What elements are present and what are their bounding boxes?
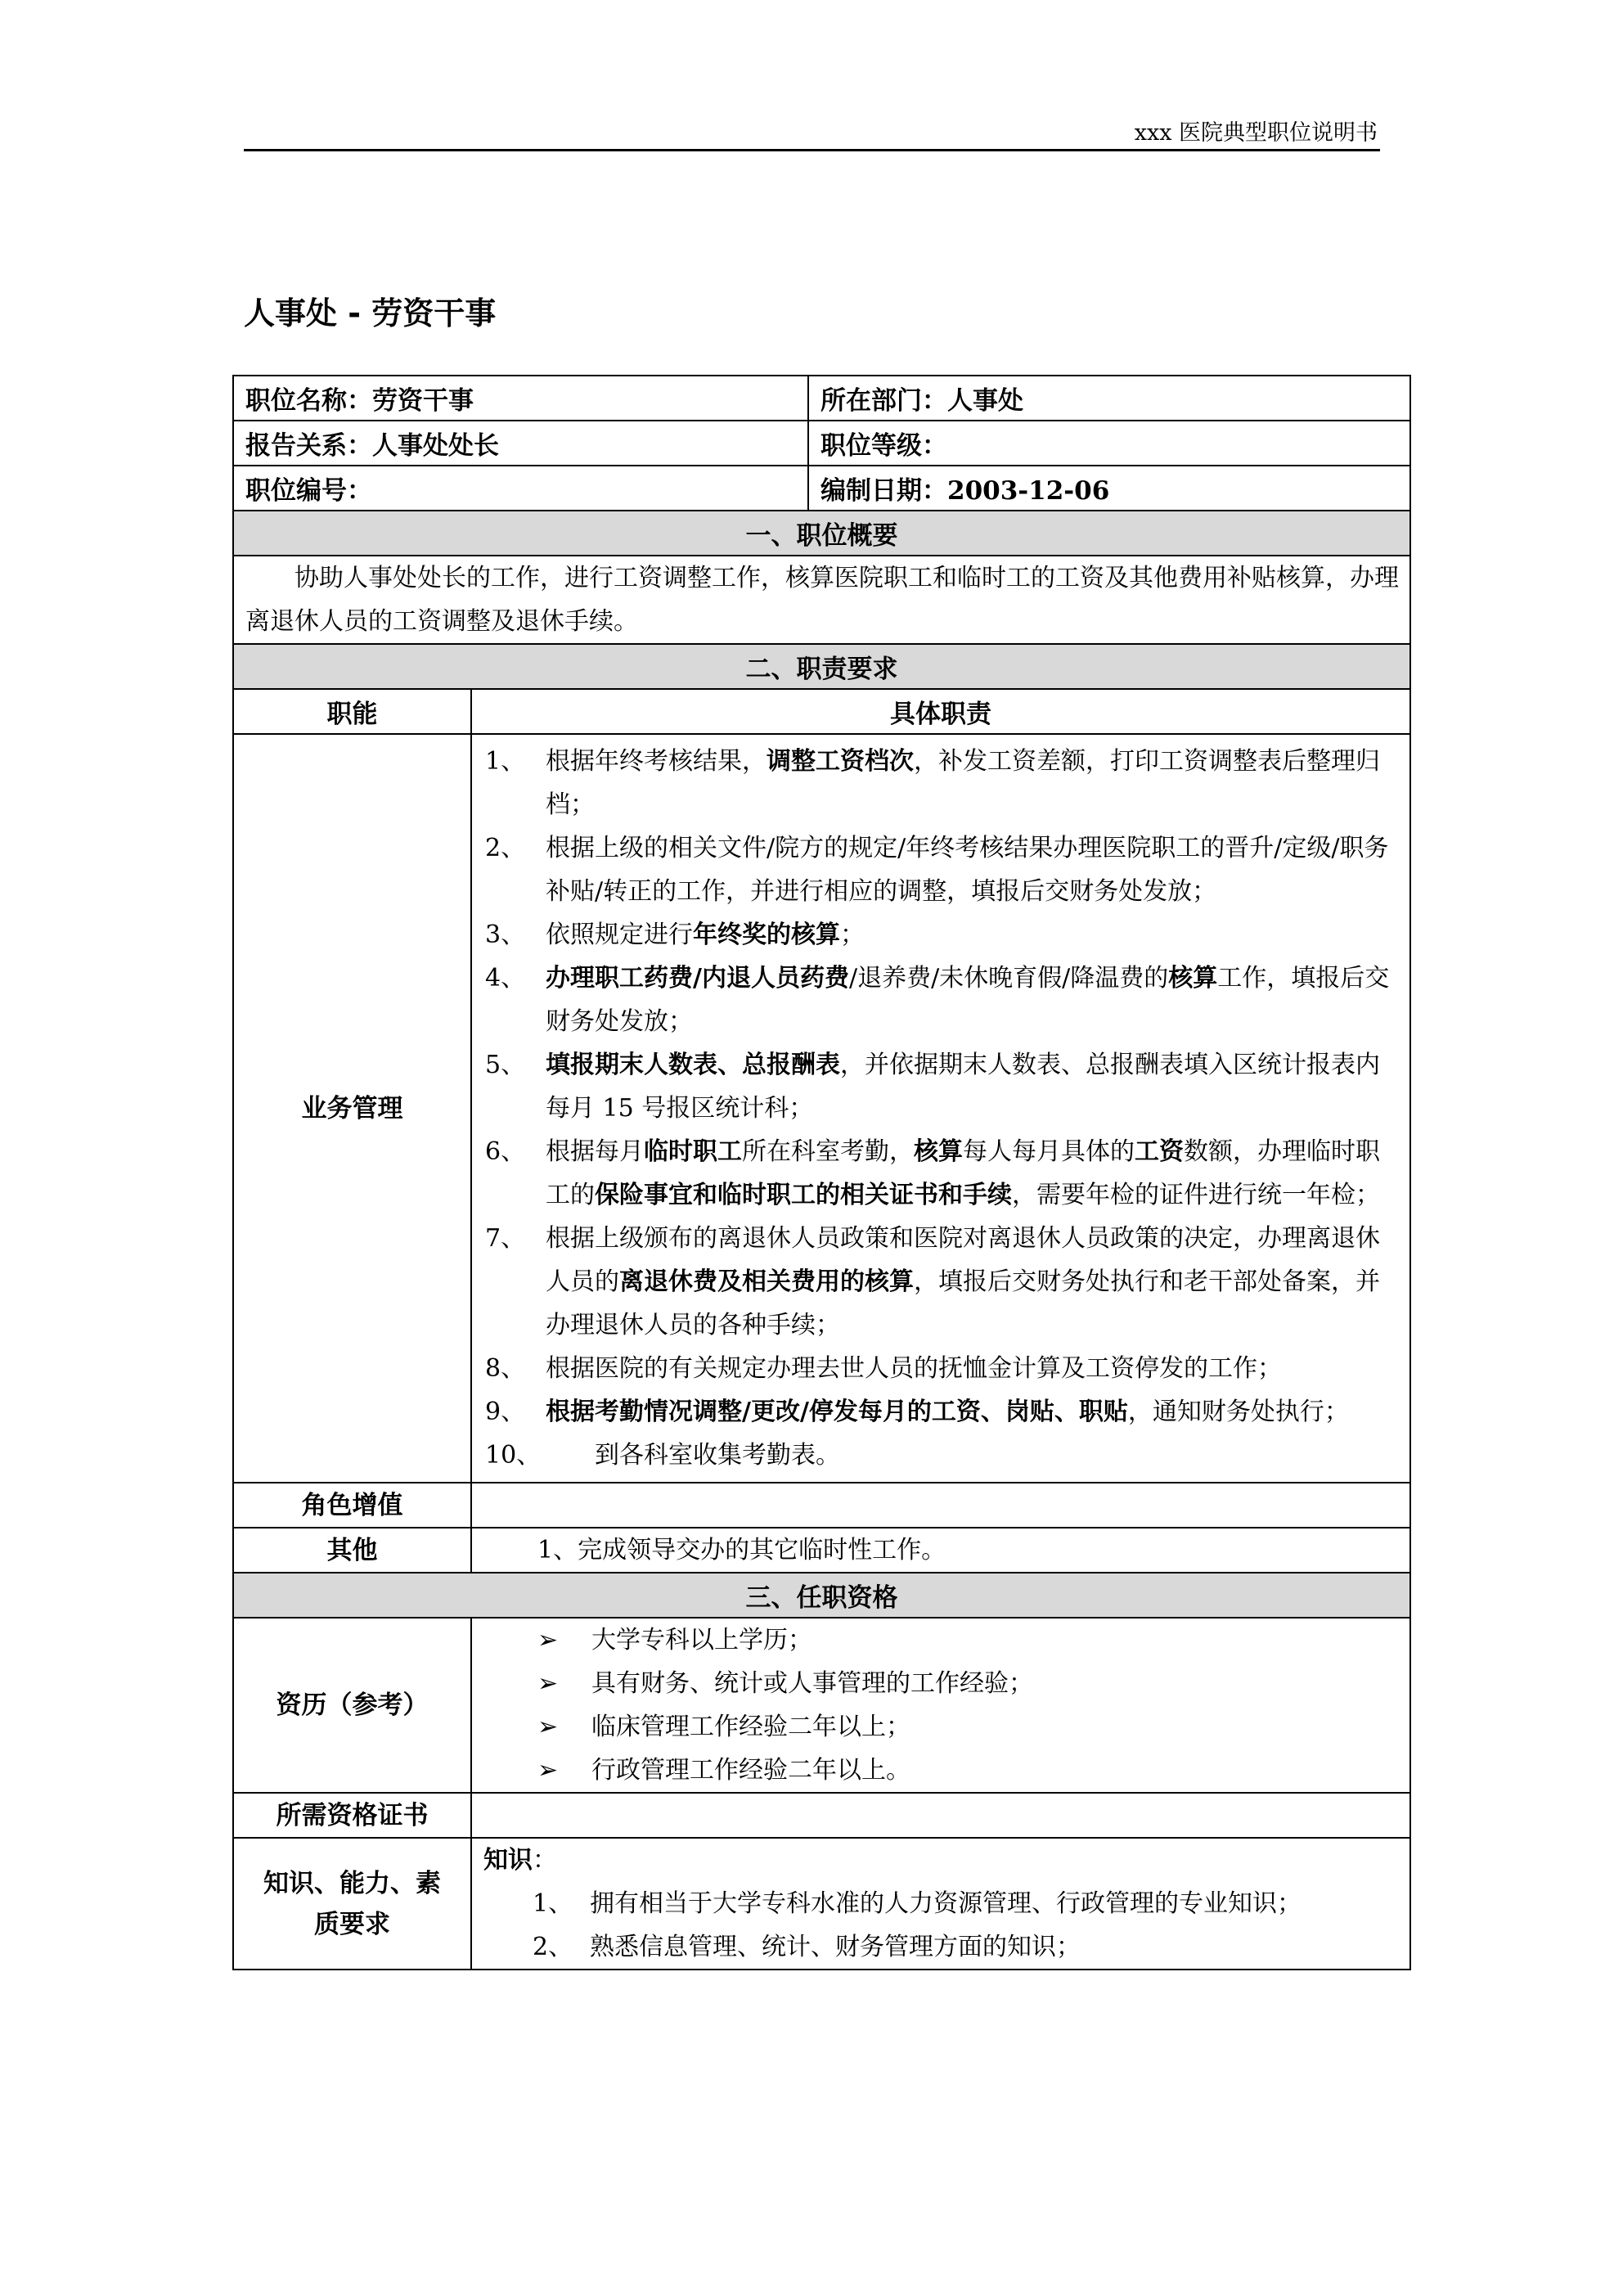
section-heading-qualifications: 三、任职资格 — [233, 1573, 1410, 1618]
page-header: xxx 医院典型职位说明书 — [1134, 120, 1378, 146]
column-header-detail: 具体职责 — [471, 689, 1410, 734]
duty-text-emphasis: 核算 — [1168, 964, 1218, 993]
arrow-bullet-icon: ➢ — [537, 1713, 559, 1741]
duty-text-emphasis: 工资 — [1135, 1137, 1184, 1166]
duty-text — [546, 740, 1398, 826]
other-label: 其他 — [233, 1528, 471, 1573]
duty-text-segment: ； — [840, 921, 865, 949]
duty-text-emphasis: 调整工资档次 — [767, 747, 914, 776]
duty-number: 6、 — [485, 1137, 526, 1166]
knowledge-label-line-1: 知识、能力、素 — [263, 1868, 441, 1898]
duty-item — [485, 1130, 1398, 1217]
qualification-item — [537, 1662, 1398, 1705]
column-header-function: 职能 — [233, 689, 471, 734]
certificate-label: 所需资格证书 — [233, 1793, 471, 1838]
knowledge-text: 熟悉信息管理、统计、财务管理方面的知识； — [590, 1933, 1081, 1961]
basic-row — [233, 376, 1410, 421]
knowledge-colon: ： — [533, 1846, 557, 1875]
duty-text — [546, 913, 1398, 957]
duty-number: 5、 — [485, 1051, 526, 1079]
function-label: 业务管理 — [233, 734, 471, 1483]
job-description-table — [232, 375, 1411, 1970]
document-title: 人事处 - 劳资干事 — [244, 295, 497, 331]
arrow-bullet-icon: ➢ — [537, 1669, 559, 1698]
compile-date — [808, 466, 1410, 511]
knowledge-number: 1、 — [533, 1889, 573, 1918]
duty-item — [485, 740, 1398, 826]
duty-item — [485, 957, 1398, 1043]
knowledge-label-line-2: 质要求 — [314, 1909, 390, 1939]
knowledge-number: 2、 — [533, 1933, 573, 1961]
duty-text-segment: 根据上级的相关文件/院方的规定/年终考核结果办理医院职工的晋升/定级/职务补贴/转正的工作，并进行相应的调整，填报后交财务处发放； — [546, 834, 1389, 906]
arrow-bullet-icon: ➢ — [537, 1626, 559, 1654]
duty-text-segment: 到各科室收集考勤表。 — [595, 1441, 840, 1470]
duty-text-emphasis: 临时职工 — [644, 1137, 742, 1166]
duty-text-segment: /退养费/未休晚育假/降温费的 — [848, 964, 1169, 993]
duty-text-segment: 所在科室考勤， — [742, 1137, 914, 1166]
duty-number: 9、 — [485, 1398, 526, 1426]
duty-text-segment: 根据上级颁布的离退休人员政策和医院对离退休人员政策的决定，办理离退休人员的 — [546, 1224, 1380, 1296]
knowledge-cell — [471, 1838, 1410, 1970]
knowledge-item — [483, 1925, 1408, 1969]
duty-text-emphasis: 办理职工药费/内退人员药费 — [546, 964, 849, 993]
duty-text — [546, 1390, 1398, 1434]
other-text: 1、完成领导交办的其它临时性工作。 — [471, 1528, 1410, 1573]
summary-text: 协助人事处处长的工作，进行工资调整工作，核算医院职工和临时工的工资及其他费用补贴核算，办理离退休人员的工资调整及退休手续。 — [233, 556, 1410, 644]
department: 所在部门：人事处 — [808, 376, 1410, 421]
duty-number: 7、 — [485, 1224, 526, 1253]
position-grade: 职位等级： — [808, 421, 1410, 466]
knowledge-text: 拥有相当于大学专科水准的人力资源管理、行政管理的专业知识； — [590, 1889, 1302, 1918]
duty-item — [485, 1043, 1398, 1130]
duty-item — [485, 1434, 1398, 1477]
duty-list — [471, 734, 1410, 1483]
duty-number: 10、 — [485, 1441, 542, 1470]
position-number: 职位编号： — [233, 466, 808, 511]
duty-number: 4、 — [485, 964, 526, 993]
duty-text — [546, 1043, 1398, 1130]
section-heading-duties: 二、职责要求 — [233, 644, 1410, 689]
basic-row — [233, 466, 1410, 511]
duty-text-emphasis: 离退休费及相关费用的核算 — [619, 1267, 914, 1296]
duty-text-segment: 工作，填报后交财务处发放； — [546, 964, 1390, 1036]
role-value-label: 角色增值 — [233, 1483, 471, 1528]
duty-number: 8、 — [485, 1354, 526, 1383]
duty-text-segment: 每人每月具体的 — [963, 1137, 1135, 1166]
duty-item — [485, 913, 1398, 957]
duty-item — [485, 1390, 1398, 1434]
duty-text-segment: 根据年终考核结果， — [546, 747, 767, 776]
qualification-text: 大学专科以上学历； — [591, 1626, 812, 1654]
duty-text-emphasis: 根据考勤情况调整/更改/停发每月的工资、岗贴、职贴 — [546, 1398, 1128, 1426]
qualification-text: 临床管理工作经验二年以上； — [591, 1713, 910, 1741]
qualification-item — [537, 1705, 1398, 1749]
duty-text — [546, 1347, 1398, 1390]
duty-text — [546, 1217, 1398, 1347]
duty-item — [485, 826, 1398, 913]
education-label: 资历（参考） — [233, 1618, 471, 1793]
duty-text-emphasis: 填报期末人数表、总报酬表 — [546, 1051, 840, 1079]
role-value-cell — [471, 1483, 1410, 1528]
duty-number: 3、 — [485, 921, 526, 949]
knowledge-heading: 知识 — [483, 1846, 533, 1875]
qualification-item — [537, 1618, 1398, 1662]
qualification-text: 行政管理工作经验二年以上。 — [591, 1756, 910, 1785]
duty-text-segment: 根据医院的有关规定办理去世人员的抚恤金计算及工资停发的工作； — [546, 1354, 1282, 1383]
compile-date-value: 2003-12-06 — [947, 476, 1110, 506]
duty-text-segment: ，并依据期末人数表、总报酬表填入区统计报表内每月 15 号报区统计科； — [546, 1051, 1380, 1123]
qualification-item — [537, 1749, 1398, 1792]
compile-date-label: 编制日期： — [820, 476, 947, 506]
duty-text — [546, 957, 1398, 1043]
duty-text — [546, 1130, 1398, 1217]
duty-text — [546, 826, 1398, 913]
basic-row — [233, 421, 1410, 466]
duty-text — [546, 1434, 1398, 1477]
duty-text-segment: ，补发工资差额，打印工资调整表后整理归档； — [546, 747, 1380, 819]
duty-text-segment: 依照规定进行 — [546, 921, 693, 949]
header-rule — [244, 149, 1380, 151]
duty-text-emphasis: 核算 — [914, 1137, 963, 1166]
qualification-text: 具有财务、统计或人事管理的工作经验； — [591, 1669, 1033, 1698]
education-list — [471, 1618, 1410, 1793]
duty-text-segment: 根据每月 — [546, 1137, 644, 1166]
section-heading-summary: 一、职位概要 — [233, 511, 1410, 556]
duty-text-emphasis: 年终奖的核算 — [693, 921, 840, 949]
duty-text-segment: 数额，办理临时职工的 — [546, 1137, 1380, 1209]
duty-number: 2、 — [485, 834, 526, 862]
position-name: 职位名称：劳资干事 — [233, 376, 808, 421]
arrow-bullet-icon: ➢ — [537, 1756, 559, 1785]
duty-text-emphasis: 保险事宜和临时职工的相关证书和手续 — [595, 1181, 1012, 1209]
knowledge-item — [483, 1882, 1408, 1925]
certificate-cell — [471, 1793, 1410, 1838]
duty-text-segment: ，填报后交财务处执行和老干部处备案，并办理退休人员的各种手续； — [546, 1267, 1380, 1339]
duty-item — [485, 1347, 1398, 1390]
reports-to: 报告关系：人事处处长 — [233, 421, 808, 466]
duty-text-segment: ，通知财务处执行； — [1127, 1398, 1349, 1426]
duty-text-segment: ，需要年检的证件进行统一年检； — [1012, 1181, 1380, 1209]
duty-number: 1、 — [485, 747, 526, 776]
duty-item — [485, 1217, 1398, 1347]
knowledge-label — [233, 1838, 471, 1970]
